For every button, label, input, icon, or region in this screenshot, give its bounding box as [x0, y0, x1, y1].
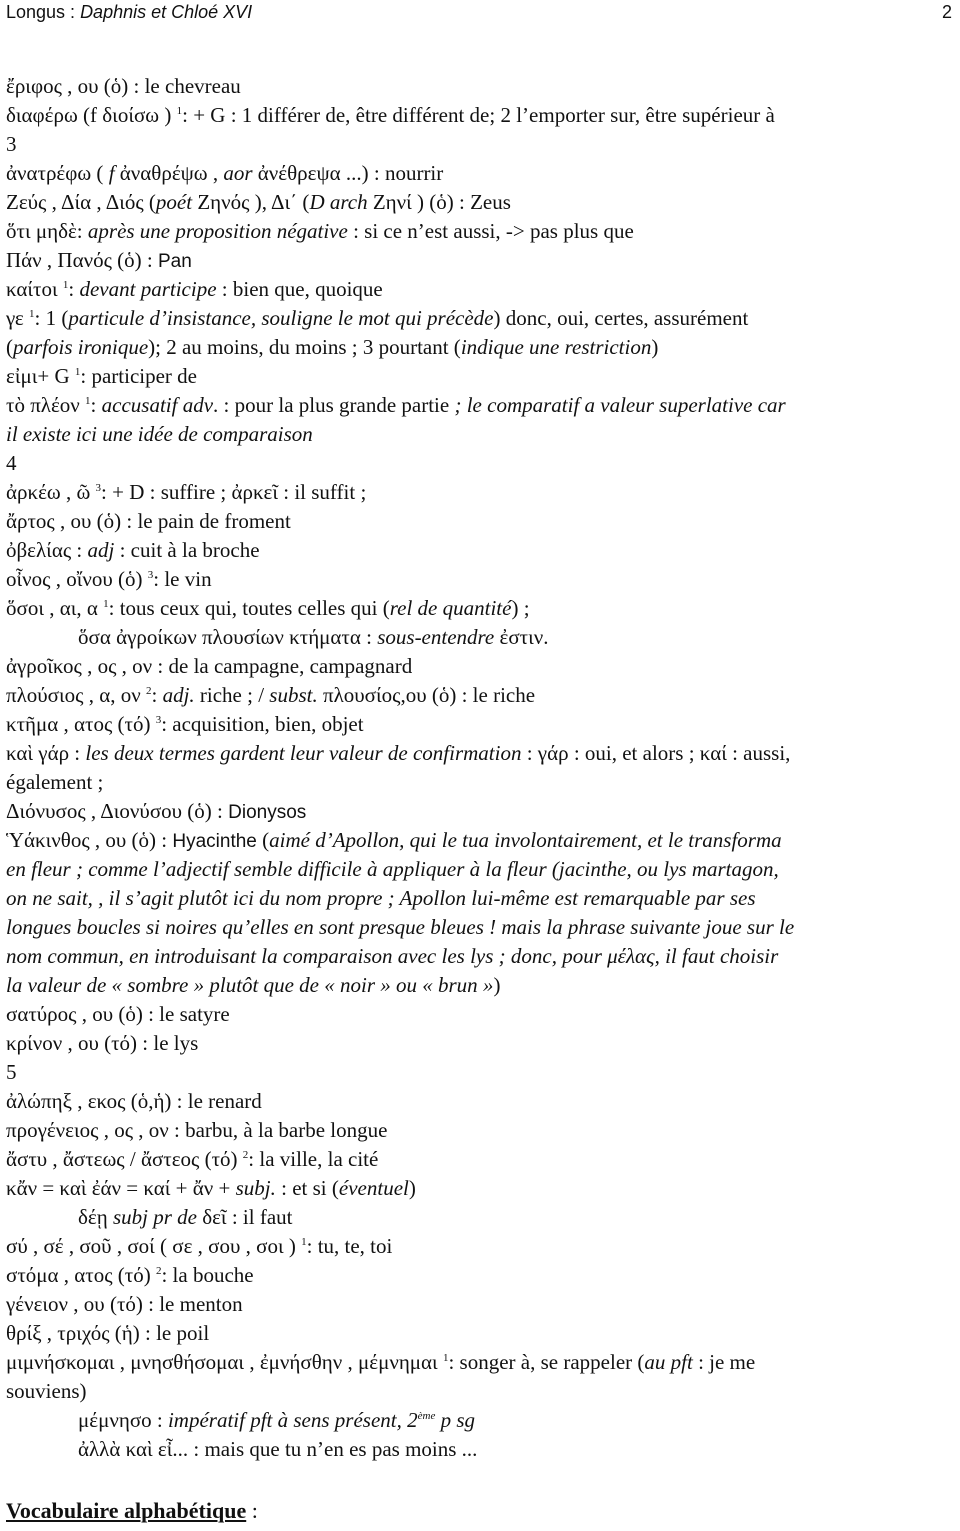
- line-text: p sg: [435, 1408, 476, 1432]
- line-text: Ζηνός ), Δι΄ (: [192, 190, 310, 214]
- vocab-line: [6, 536, 956, 565]
- vocab-line: [6, 304, 956, 333]
- line-text: εἰμι+ G: [6, 364, 75, 388]
- line-text: ὀβελίας :: [6, 538, 88, 562]
- section-heading-title: Vocabulaire alphabétique: [6, 1498, 247, 1523]
- vocab-line: [6, 768, 956, 797]
- vocab-line: [6, 246, 956, 275]
- vocab-line: [6, 391, 956, 420]
- line-text: ): [408, 1176, 416, 1200]
- line-text: Πάν , Πανός (ὁ) :: [6, 248, 158, 272]
- line-text: ): [651, 335, 659, 359]
- line-text: ; le comparatif a valeur superlative car: [454, 393, 786, 417]
- vocab-line: [6, 130, 956, 159]
- line-text: également ;: [6, 770, 104, 794]
- line-text: après une proposition négative: [87, 219, 348, 243]
- line-text: :: [68, 277, 80, 301]
- line-text: πλούσιος , α, ον: [6, 683, 146, 707]
- line-text: σύ , σέ , σοῦ , σοί ( σε , σου , σοι ): [6, 1234, 302, 1258]
- frequency-superscript: 2: [242, 1149, 249, 1161]
- line-text: καὶ γάρ :: [6, 741, 86, 765]
- page-number: 2: [941, 2, 952, 22]
- line-text: sous-entendre: [377, 625, 495, 649]
- vocab-line: [6, 188, 956, 217]
- line-text: devant participe: [79, 277, 217, 301]
- line-text: particule d’insistance, souligne le mot qui précède: [68, 306, 494, 330]
- line-text: ) ;: [511, 596, 530, 620]
- line-text: : je me: [692, 1350, 756, 1374]
- line-text: κρίνον , ου (τό) : le lys: [6, 1031, 199, 1055]
- line-text: : et si (: [275, 1176, 339, 1200]
- line-text: au pft: [644, 1350, 693, 1374]
- line-text: : acquisition, bien, objet: [161, 712, 364, 736]
- line-text: : + D : suffire ; ἀρκεῖ : il suffit ;: [101, 480, 367, 504]
- line-text: :: [151, 683, 163, 707]
- vocab-line: [6, 1348, 956, 1377]
- line-text: (: [6, 335, 13, 359]
- line-text: (: [256, 828, 270, 852]
- line-text: ἀναθρέψω ,: [114, 161, 224, 185]
- line-text: D arch: [309, 190, 368, 214]
- line-text: éventuel: [338, 1176, 409, 1200]
- frequency-superscript: 1: [74, 366, 81, 378]
- line-text: souviens): [6, 1379, 87, 1403]
- running-title: [6, 2, 252, 23]
- line-text: κἄν = καὶ ἐάν = καί + ἄν +: [6, 1176, 236, 1200]
- frequency-superscript: 2: [145, 685, 152, 697]
- line-text: : bien que, quoique: [216, 277, 383, 301]
- frequency-superscript: 2: [155, 1265, 162, 1277]
- frequency-superscript: 1: [85, 395, 91, 407]
- vocab-line: [6, 594, 956, 623]
- line-text: riche ; /: [194, 683, 270, 707]
- line-text: : cuit à la broche: [114, 538, 260, 562]
- line-text: accusatif adv: [101, 393, 214, 417]
- vocab-line: [6, 478, 956, 507]
- frequency-superscript: 1: [176, 105, 183, 117]
- line-text: adj: [87, 538, 115, 562]
- vocab-line: [6, 971, 956, 1000]
- line-text: ἀλλὰ καὶ εἶ... : mais que tu n’en es pas moins ...: [78, 1437, 478, 1461]
- vocab-line: [6, 101, 956, 130]
- vocab-line: [6, 1029, 956, 1058]
- vocab-line: [6, 565, 956, 594]
- line-text: : tu, te, toi: [306, 1234, 393, 1258]
- vocab-line: [6, 449, 956, 478]
- vocab-line: [6, 739, 956, 768]
- vocab-line: [6, 652, 956, 681]
- line-text: μέμνησο :: [78, 1408, 168, 1432]
- line-text: ἀρκέω , ῶ: [6, 480, 96, 504]
- line-text: rel de quantité: [389, 596, 512, 620]
- vocab-line: [6, 420, 956, 449]
- line-text: Pan: [157, 251, 192, 272]
- line-text: ); 2 au moins, du moins ; 3 pourtant (: [148, 335, 461, 359]
- line-text: f: [108, 161, 115, 185]
- vocab-line: [6, 217, 956, 246]
- frequency-superscript: 1: [103, 598, 109, 610]
- frequency-superscript: 3: [147, 569, 154, 581]
- vocab-line: [6, 681, 956, 710]
- vocab-line: [6, 884, 956, 913]
- line-text: 5: [6, 1060, 17, 1084]
- vocab-line: [6, 1319, 956, 1348]
- frequency-superscript: 3: [95, 482, 102, 494]
- line-text: il existe ici une idée de comparaison: [6, 422, 313, 446]
- vocab-line: [6, 507, 956, 536]
- line-text: στόμα , ατος (τό): [6, 1263, 156, 1287]
- page-header: [6, 2, 952, 26]
- line-text: Hyacinthe: [172, 831, 257, 852]
- line-text: καίτοι: [6, 277, 63, 301]
- vocab-line: [6, 1377, 956, 1406]
- vocab-line: [6, 1116, 956, 1145]
- line-text: impératif pft à sens présent, 2: [167, 1408, 418, 1432]
- vocab-line: [6, 1000, 956, 1029]
- vocab-line: [6, 797, 956, 826]
- line-text: ἄστυ , ἄστεως / ἄστεος (τό): [6, 1147, 243, 1171]
- line-text: πλουσίος,ου (ὁ) : le riche: [317, 683, 536, 707]
- line-text: indique une restriction: [460, 335, 652, 359]
- line-text: : le vin: [153, 567, 212, 591]
- line-text: : si ce n’est aussi, -> pas plus que: [347, 219, 634, 243]
- line-text: Ζεύς , Δία , Διός (: [6, 190, 156, 214]
- vocab-line: [6, 1232, 956, 1261]
- line-text: ἐστιν.: [494, 625, 549, 649]
- vocab-line: [6, 1261, 956, 1290]
- section-heading: [6, 1498, 258, 1524]
- line-text: parfois ironique: [13, 335, 149, 359]
- line-text: ἀγροῖκος , ος , ον : de la campagne, campagnard: [6, 654, 413, 678]
- line-text: διαφέρω (f διοίσω ): [6, 103, 177, 127]
- line-text: τὸ πλέον: [6, 393, 86, 417]
- vocab-line: [6, 1174, 956, 1203]
- line-text: : tous ceux qui, toutes celles qui (: [108, 596, 390, 620]
- vocab-line: [6, 72, 956, 101]
- line-text: on ne sait, , il s’agit plutôt ici du nom propre ; Apollon lui-même est remarquable par ses: [6, 886, 756, 910]
- line-text: Dionysos: [228, 802, 307, 823]
- line-text: : la bouche: [161, 1263, 254, 1287]
- vocab-line: [6, 159, 956, 188]
- line-text: οἶνος , οἴνου (ὁ): [6, 567, 148, 591]
- line-text: :: [90, 393, 102, 417]
- line-text: 3: [6, 132, 17, 156]
- frequency-superscript: 1: [442, 1352, 449, 1364]
- line-text: ἔριφος , ου (ὁ) : le chevreau: [6, 74, 241, 98]
- line-text: nom commun, en introduisant la comparaison avec les lys ; donc, pour μέλας, il faut choisir: [6, 944, 779, 968]
- line-text: δεῖ : il faut: [196, 1205, 293, 1229]
- line-text: ὅσα ἀγροίκων πλουσίων κτήματα :: [78, 625, 378, 649]
- section-heading-suffix: :: [246, 1498, 258, 1523]
- vocab-line: [6, 855, 956, 884]
- line-text: θρίξ , τριχός (ἡ) : le poil: [6, 1321, 210, 1345]
- line-text: adj.: [162, 683, 195, 707]
- running-title-author: Longus :: [6, 2, 81, 22]
- vocab-line: [6, 1406, 956, 1435]
- line-text: : γάρ : oui, et alors ; καί : aussi,: [521, 741, 791, 765]
- frequency-superscript: 1: [301, 1236, 307, 1248]
- vocab-line: [6, 1435, 956, 1464]
- vocab-line: [6, 275, 956, 304]
- frequency-superscript: 1: [29, 308, 35, 320]
- line-text: ἀνέθρεψα ...) : nourrir: [252, 161, 444, 185]
- vocab-line: [6, 623, 956, 652]
- line-text: les deux termes gardent leur valeur de confirmation: [85, 741, 522, 765]
- line-text: : participer de: [80, 364, 197, 388]
- frequency-superscript: 1: [62, 279, 69, 291]
- line-text: aimé d’Apollon, qui le tua involontairement, et le transforma: [269, 828, 782, 852]
- line-text: γε: [6, 306, 29, 330]
- vocab-line: [6, 913, 956, 942]
- line-text: Διόνυσος , Διονύσου (ὁ) :: [6, 799, 229, 823]
- line-text: δέῃ: [78, 1205, 113, 1229]
- line-text: : 1 (: [34, 306, 69, 330]
- line-text: : songer à, se rappeler (: [448, 1350, 645, 1374]
- vocab-line: [6, 826, 956, 855]
- line-text: : + G : 1 différer de, être différent de; 2 l’emporter sur, être supérieur à: [182, 103, 775, 127]
- line-text: ) donc, oui, certes, assurément: [493, 306, 749, 330]
- line-text: Ὑάκινθος , ου (ὁ) :: [6, 828, 173, 852]
- vocab-line: [6, 710, 956, 739]
- vocab-line: [6, 942, 956, 971]
- line-text: subst.: [269, 683, 318, 707]
- line-text: longues boucles si noires qu’elles en sont presque bleues ! mais la phrase suivante joue sur le: [6, 915, 795, 939]
- line-text: ): [493, 973, 501, 997]
- line-text: subj pr de: [112, 1205, 197, 1229]
- line-text: subj.: [235, 1176, 276, 1200]
- line-text: . : pour la plus grande partie: [213, 393, 455, 417]
- line-text: poét: [155, 190, 193, 214]
- vocabulary-list: [6, 72, 956, 1464]
- line-text: γένειον , ου (τό) : le menton: [6, 1292, 243, 1316]
- vocab-line: [6, 1145, 956, 1174]
- vocab-line: [6, 1058, 956, 1087]
- vocab-line: [6, 1290, 956, 1319]
- line-text: Ζηνί ) (ὁ) : Zeus: [367, 190, 511, 214]
- vocab-line: [6, 1203, 956, 1232]
- line-text: προγένειος , ος , ον : barbu, à la barbe longue: [6, 1118, 388, 1142]
- frequency-superscript: 3: [155, 714, 162, 726]
- line-text: ὅσοι , αι, α: [6, 596, 104, 620]
- frequency-superscript: ème: [417, 1410, 436, 1422]
- line-text: la valeur de « sombre » plutôt que de « noir » ou « brun »: [6, 973, 494, 997]
- line-text: 4: [6, 451, 17, 475]
- line-text: aor: [223, 161, 253, 185]
- line-text: μιμνήσκομαι , μνησθήσομαι , ἐμνήσθην , μέμνημαι: [6, 1350, 443, 1374]
- line-text: ὅτι μηδὲ:: [6, 219, 88, 243]
- line-text: ἀλώπηξ , εκος (ὁ,ἡ) : le renard: [6, 1089, 262, 1113]
- line-text: κτῆμα , ατος (τό): [6, 712, 156, 736]
- vocab-line: [6, 1087, 956, 1116]
- line-text: en fleur ; comme l’adjectif semble difficile à appliquer à la fleur (jacinthe, ou lys martagon,: [6, 857, 779, 881]
- line-text: : la ville, la cité: [248, 1147, 379, 1171]
- line-text: ἀνατρέφω (: [6, 161, 109, 185]
- line-text: ἄρτος , ου (ὁ) : le pain de froment: [6, 509, 291, 533]
- vocab-line: [6, 362, 956, 391]
- running-title-work: Daphnis et Chloé XVI: [80, 2, 253, 22]
- vocab-line: [6, 333, 956, 362]
- line-text: σατύρος , ου (ὁ) : le satyre: [6, 1002, 230, 1026]
